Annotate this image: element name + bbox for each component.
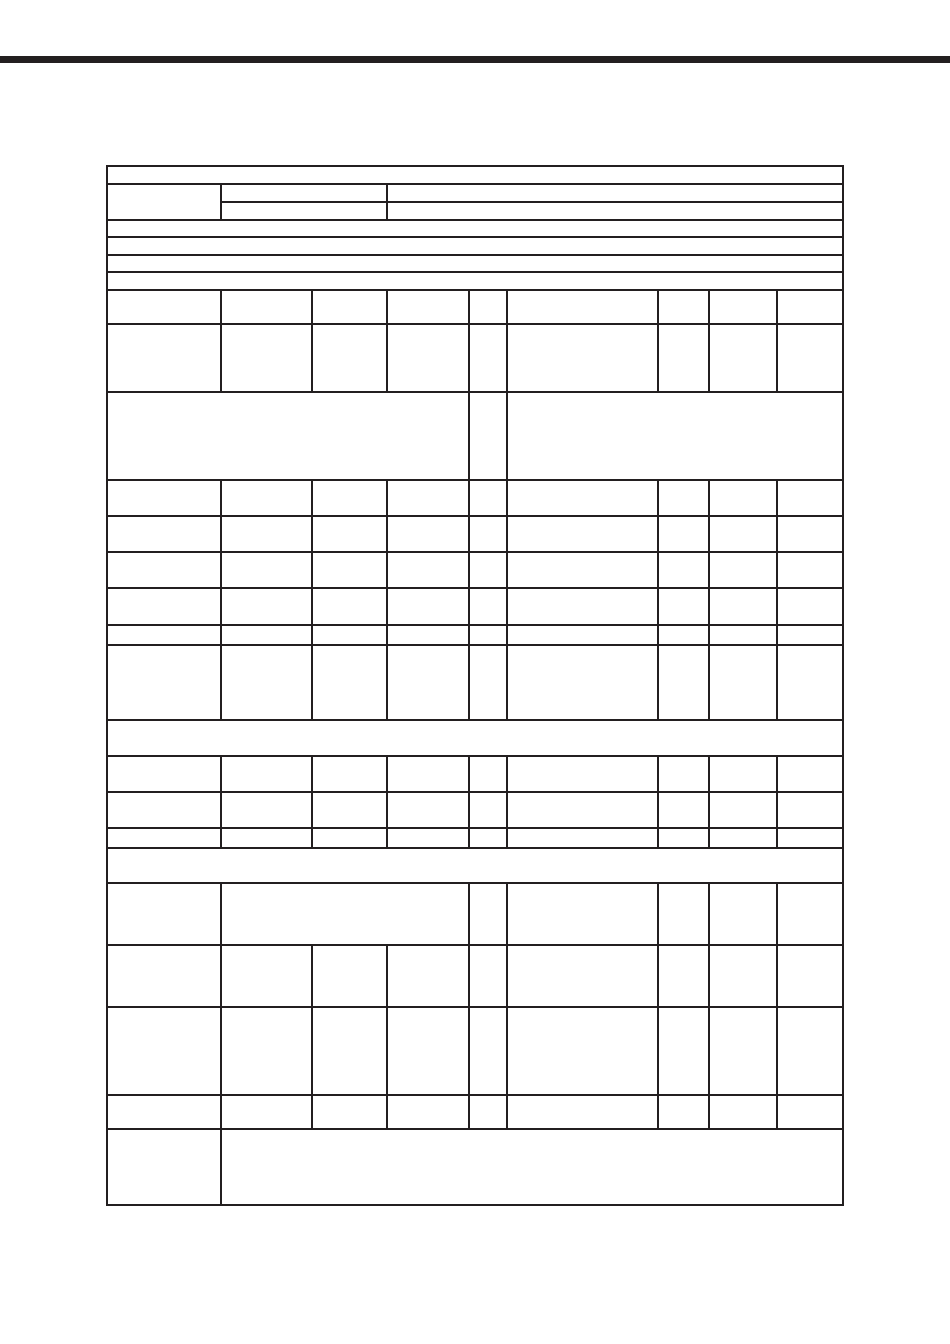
- table-border: [107, 166, 843, 1205]
